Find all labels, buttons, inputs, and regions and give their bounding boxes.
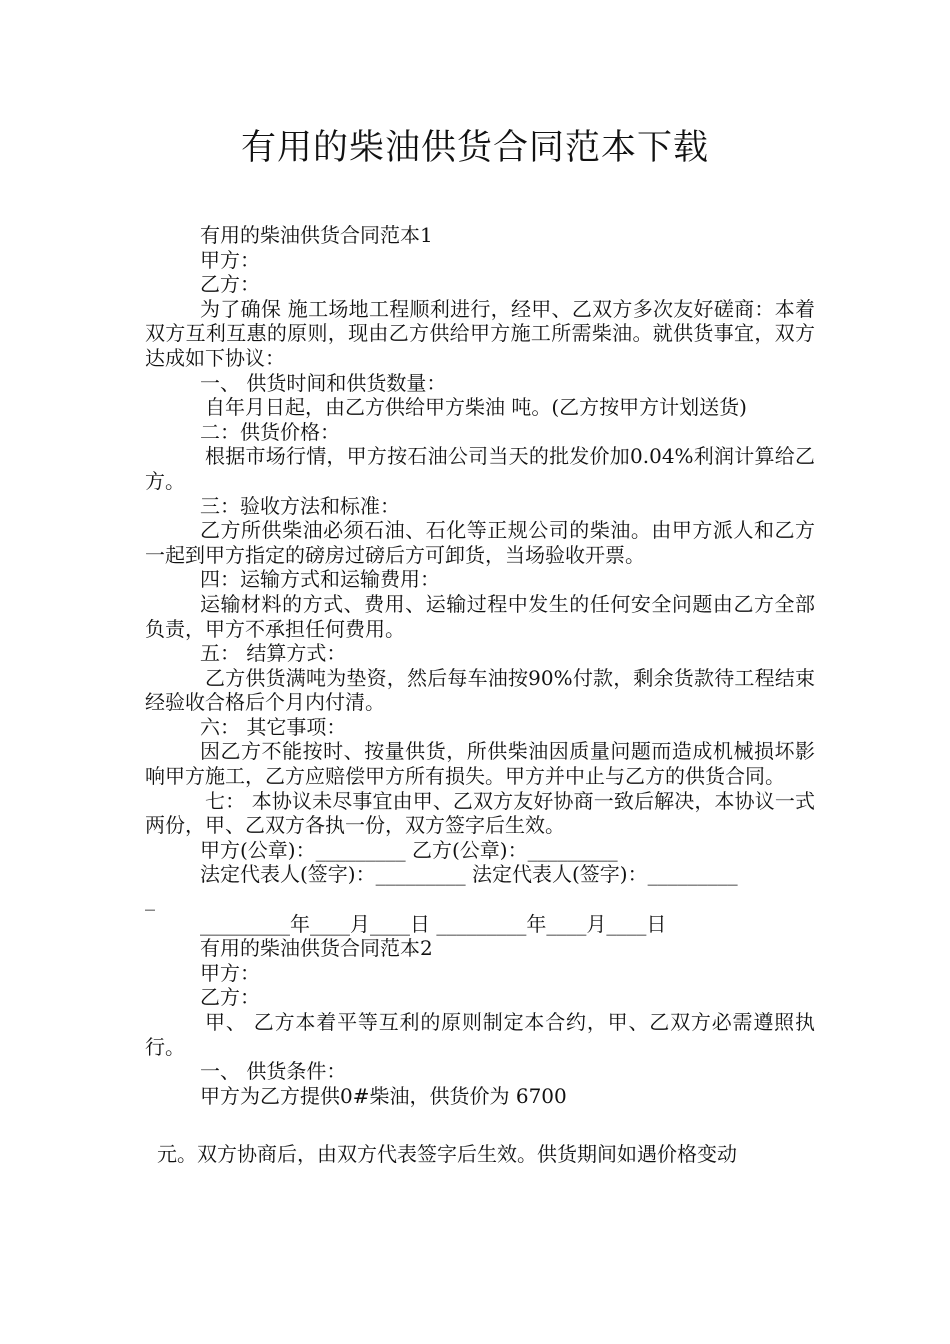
party-a-label: 甲方： (200, 247, 260, 272)
document-title: 有用的柴油供货合同范本下载 (240, 128, 709, 168)
section2-continuation: 元。双方协商后，由双方代表签字后生效。供货期间如遇价格变动 (157, 1142, 737, 1167)
date-line: _________年____月____日 _________年____月____日 (200, 911, 667, 936)
representative-line: 法定代表人(签字)：_________ 法定代表人(签字)：_________ (200, 862, 738, 887)
clause6-text: 因乙方不能按时、按量供货，所供柴油因质量问题而造成机械损坏影响甲方施工，乙方应赔偿甲方所有损失。甲方并中止与乙方的供货合同。 (145, 739, 815, 789)
clause3-title: 三：验收方法和标准： (200, 493, 400, 518)
section2-clause1-title: 一、 供货条件： (200, 1059, 347, 1084)
clause5-text: 乙方供货满吨为垫资，然后每车油按90%付款，剩余货款待工程结束经验收合格后个月内付清。 (145, 665, 815, 715)
contract-body (145, 223, 815, 1167)
clause1-title: 一、 供货时间和供货数量： (200, 370, 447, 395)
clause3-text: 乙方所供柴油必须石油、石化等正规公司的柴油。由甲方派人和乙方一起到甲方指定的磅房过磅后方可卸货，当场验收开票。 (145, 518, 815, 567)
clause4-title: 四：运输方式和运输费用： (200, 567, 440, 592)
section2-heading: 有用的柴油供货合同范本2 (200, 936, 433, 961)
clause2-title: 二：供货价格： (200, 419, 340, 444)
section2-party-b-label: 乙方： (200, 985, 260, 1010)
section1-heading: 有用的柴油供货合同范本1 (200, 223, 433, 247)
clause4-text: 运输材料的方式、费用、运输过程中发生的任何安全问题由乙方全部负责，甲方不承担任何费用。 (145, 591, 815, 641)
section2-clause1-text: 甲方为乙方提供0#柴油，供货价为 6700 (200, 1083, 567, 1108)
section2-party-a-label: 甲方： (200, 960, 260, 985)
party-b-label: 乙方： (200, 272, 260, 297)
representative-line-tail: _ (145, 887, 155, 912)
paragraph-gap (145, 1108, 815, 1132)
section2-intro: 甲、 乙方本着平等互利的原则制定本合约，甲、乙双方必需遵照执行。 (145, 1010, 815, 1059)
clause5-title: 五： 结算方式： (200, 641, 347, 666)
clause6-title: 六： 其它事项： (200, 714, 347, 739)
clause2-text: 根据市场行情，甲方按石油公司当天的批发价加0.04%利润计算给乙方。 (145, 444, 815, 493)
intro-paragraph: 为了确保 施工场地工程顺利进行，经甲、乙双方多次友好磋商：本着双方互利互惠的原则，现由乙方供给甲方施工所需柴油。就供货事宜，双方达成如下协议： (145, 296, 815, 370)
clause7-text: 七： 本协议未尽事宜由甲、乙双方友好协商一致后解决，本协议一式两份，甲、乙双方各执一份，双方签字后生效。 (145, 788, 815, 838)
clause1-text: 自年月日起，由乙方供给甲方柴油 吨。(乙方按甲方计划送货) (205, 395, 747, 420)
seal-line: 甲方(公章)：_________ 乙方(公章)：_________ (200, 837, 618, 862)
